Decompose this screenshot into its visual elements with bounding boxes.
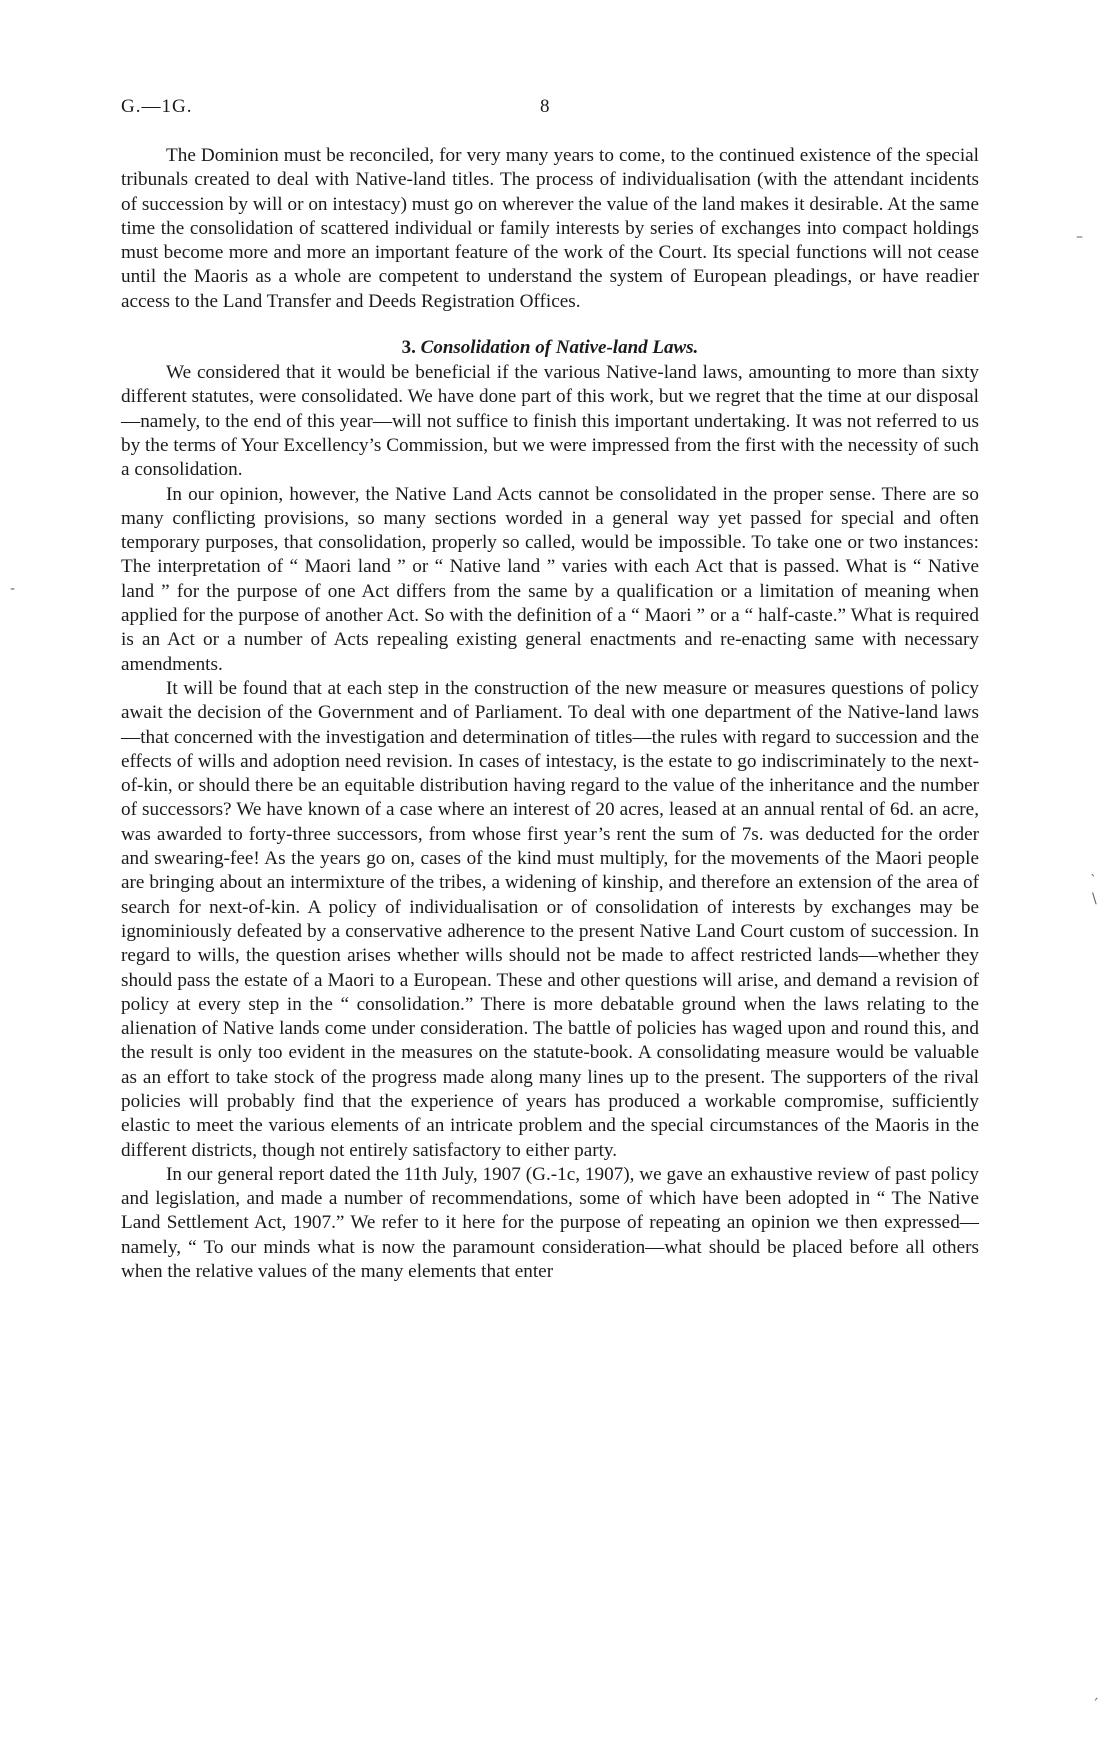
section-number: 3.	[401, 337, 416, 359]
margin-mark: ˏ	[1092, 1685, 1099, 1701]
margin-mark: -	[10, 581, 16, 597]
paragraph-native-tribunals: The Dominion must be reconciled, for very many years to come, to the continued existence of the special tribunals created to deal with Native-land titles. The process of individualisation (with the attendant incidents of succession by will or on intestacy) must go on wherever the value of the land makes it desirable. At the same time the consolidation of scattered individual or family interests by series of exchanges into compact holdings must become more and more an important feature of the work of the Court. Its special functions will not cease until the Maoris as a whole are competent to understand the system of European pleadings, or have readier access to the Land Transfer and Deeds Registration Offices.	[121, 145, 979, 312]
margin-mark: ˎ	[1090, 861, 1097, 877]
page-body	[121, 144, 979, 1284]
paragraph-consolidation-benefit: We considered that it would be beneficial if the various Native-land laws, amounting to more than sixty different statutes, were consolidated. We have done part of this work, but we regret that the time at our disposal—namely, to the end of this year—will not suffice to finish this important undertaking. It was not referred to us by the terms of Your Excellency’s Commission, but we were impressed from the first with the necessity of such a consolidation.	[121, 362, 979, 481]
paragraph-cannot-consolidate: In our opinion, however, the Native Land Acts cannot be consolidated in the proper sense. There are so many conflicting provisions, so many sections worded in a general way yet passed for special and often temporary purposes, that consolidation, properly so called, would be impossible. To take one or two instances: The interpretation of “ Maori land ” or “ Native land ” varies with each Act that is passed. What is “ Native land ” for the purpose of one Act differs from the same by a qualification or a limitation of meaning when applied for the purpose of another Act. So with the definition of a “ Maori ” or a “ half-caste.” What is required is an Act or a number of Acts repealing existing general enactments and re-enacting same with necessary amendments.	[121, 483, 979, 675]
paragraph-general-report: In our general report dated the 11th July, 1907 (G.-1c, 1907), we gave an exhaustive review of past policy and legislation, and made a number of recommendations, some of which have been adopted in “ The Native Land Settlement Act, 1907.” We refer to it here for the purpose of repeating an opinion we then expressed—namely, “ To our minds what is now the paramount consideration—what should be placed before all others when the relative values of the many elements that enter	[121, 1163, 979, 1283]
page-header	[121, 96, 979, 126]
page-number: 8	[540, 96, 550, 117]
margin-mark: \	[1092, 891, 1097, 907]
paragraph-policy-questions: It will be found that at each step in the construction of the new measure or measures questions of policy await the decision of the Government and of Parliament. To deal with one department of the Native-land laws—that concerned with the investigation and determination of titles—the rules with regard to succession and the effects of wills and adoption need revision. In cases of intestacy, is the estate to go indiscriminately to the next-of-kin, or should there be an equitable distribution having regard to the value of the inheritance and the number of successors? We have known of a case where an interest of 20 acres, leased at an annual rental of 6d. an acre, was awarded to forty-three successors, from whose first year’s rent the sum of 7s. was deducted for the order and swearing-fee! As the years go on, cases of the kind must multiply, for the movements of the Maori people are bringing about an intermixture of the tribes, a widening of kinship, and therefore an extension of the area of search for next-of-kin. A policy of individualisation or of consolidation of interests by exchanges may be ignominiously defeated by a conservative adherence to the present Native Land Court custom of succession. In regard to wills, the question arises whether wills should not be made to affect restricted lands—whether they should pass the estate of a Maori to a European. These and other questions will arise, and demand a revision of policy at every step in the “ consolidation.” There is more debatable ground when the laws relating to the alienation of Native lands come under consideration. The battle of policies has waged upon and round this, and the result is only too evident in the measures on the statute-book. A consolidating measure would be valuable as an effort to take stock of the progress made along many lines up to the present. The supporters of the rival policies will probably find that the experience of years has produced a workable compromise, sufficiently elastic to meet the various elements of an intricate problem and the special circumstances of the Maoris in the different districts, though not entirely satisfactory to either party.	[121, 677, 979, 1161]
section-title: Consolidation of Native-land Laws.	[420, 337, 699, 359]
document-reference: G.—1G.	[121, 96, 193, 117]
margin-mark: –	[1076, 229, 1083, 245]
section-heading	[121, 336, 979, 360]
